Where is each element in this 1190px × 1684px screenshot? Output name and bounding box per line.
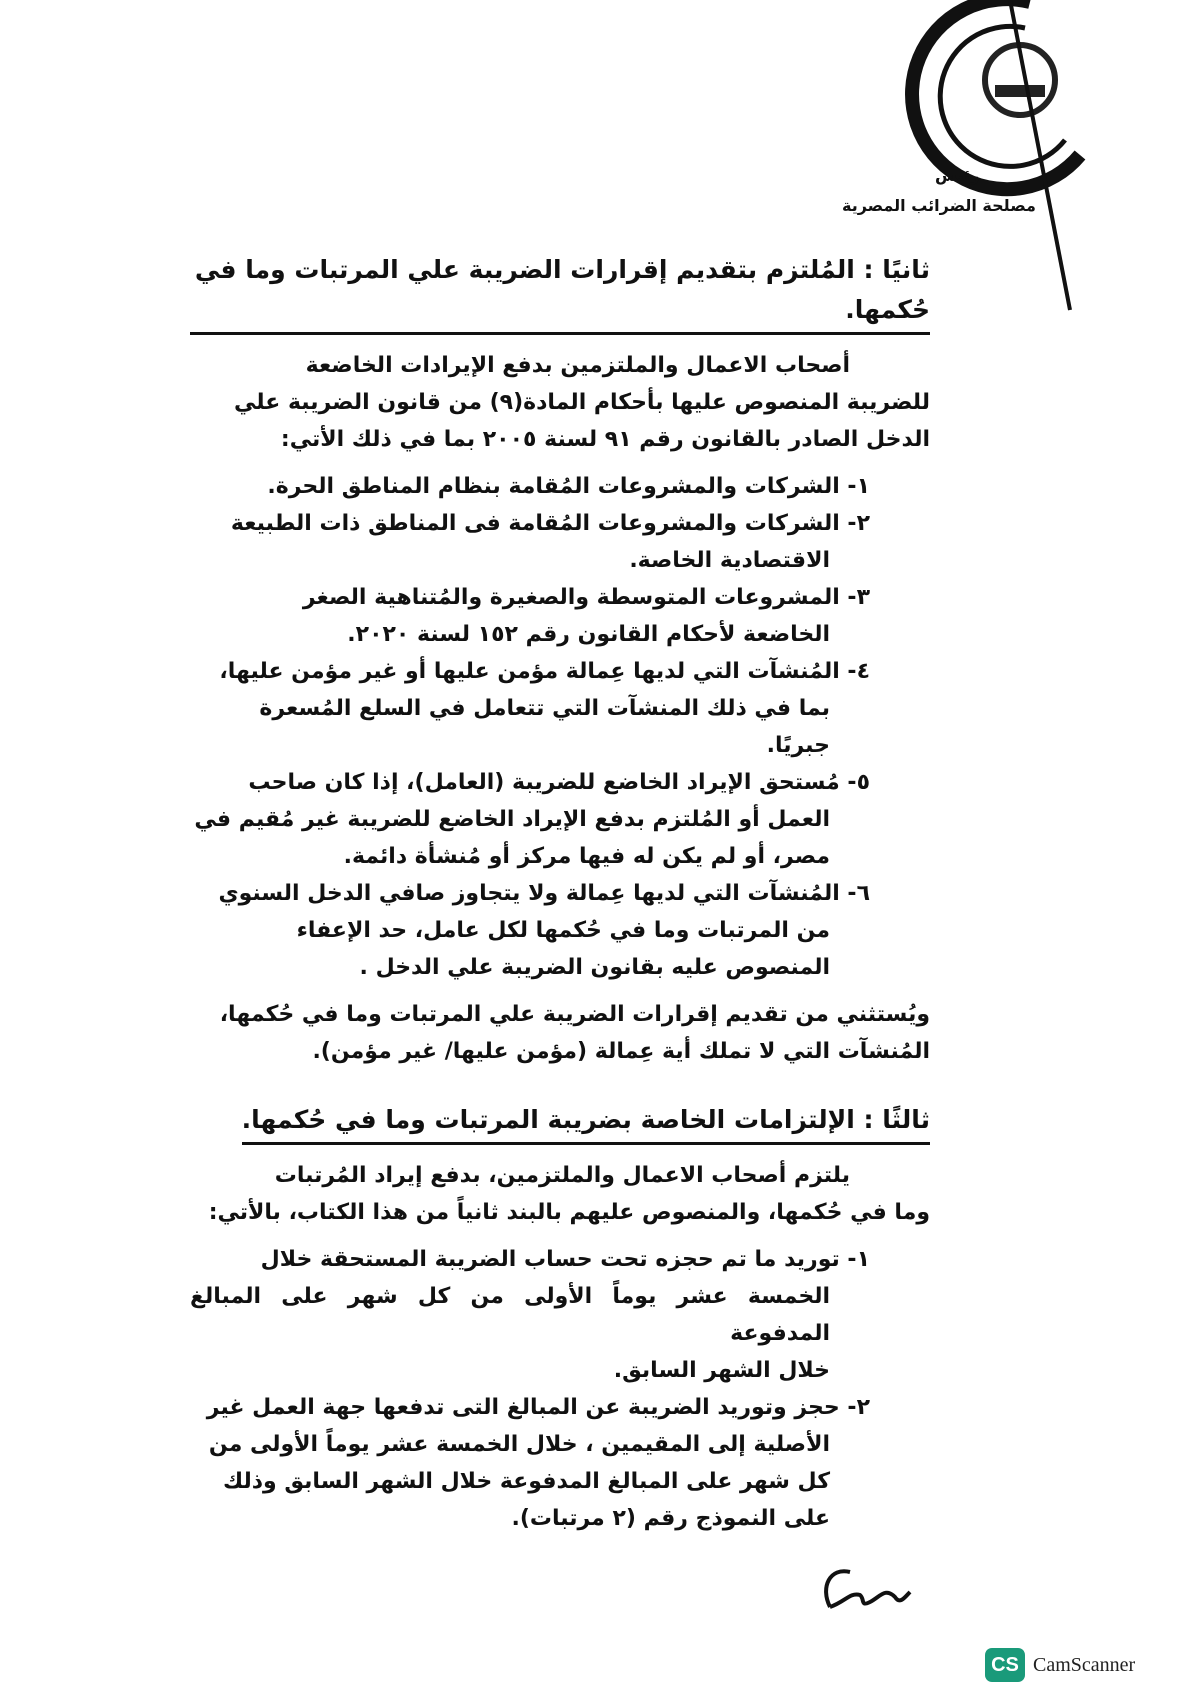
list-item: ٦- المُنشآت التي لديها عِمالة ولا يتجاوز صافي الدخل السنوي	[218, 881, 870, 906]
exception-line: المُنشآت التي لا تملك أية عِمالة (مؤمن عليها/ غير مؤمن).	[312, 1039, 930, 1064]
para-line: للضريبة المنصوص عليها بأحكام المادة(٩) من قانون الضريبة علي	[234, 390, 930, 415]
list-item: ٤- المُنشآت التي لديها عِمالة مؤمن عليها أو غير مؤمن عليها،	[219, 659, 870, 684]
section3-heading: ثالثًا : الإلتزامات الخاصة بضريبة المرتبات وما في حُكمها.	[242, 1100, 930, 1145]
list-item: ٢- الشركات والمشروعات المُقامة فى المناطق ذات الطبيعة	[230, 511, 870, 536]
list-item-cont: الاقتصادية الخاصة.	[629, 548, 830, 573]
list-item-cont: بما في ذلك المنشآت التي تتعامل في السلع المُسعرة جبريًا.	[259, 696, 830, 758]
list-item: ٢- حجز وتوريد الضريبة عن المبالغ التى تدفعها جهة العمل غير	[206, 1395, 870, 1420]
list-item: ١- توريد ما تم حجزه تحت حساب الضريبة المستحقة خلال	[260, 1247, 870, 1272]
document-body	[190, 0, 930, 1627]
list-item-cont: العمل أو المُلتزم بدفع الإيراد الخاضع للضريبة غير مُقيم في	[194, 807, 830, 832]
list-item-cont: الخاضعة لأحكام القانون رقم ١٥٢ لسنة ٢٠٢٠.	[347, 622, 830, 647]
stamp-org: مصلحة الضرائب المصرية	[842, 196, 1036, 215]
list-item-cont: من المرتبات وما في حُكمها لكل عامل، حد الإعفاء	[296, 918, 830, 943]
diagonal-stroke	[1010, 0, 1070, 310]
list-item-cont: الأصلية إلى المقيمين ، خلال الخمسة عشر يوماً الأولى من	[208, 1432, 830, 1457]
camscanner-text: CamScanner	[1033, 1653, 1136, 1676]
list-item-cont: الخمسة عشر يوماً الأولى من كل شهر على المبالغ المدفوعة	[190, 1284, 830, 1346]
para-line: الدخل الصادر بالقانون رقم ٩١ لسنة ٢٠٠٥ بما في ذلك الأتي:	[280, 427, 930, 452]
list-item-cont: كل شهر على المبالغ المدفوعة خلال الشهر السابق وذلك	[222, 1469, 830, 1494]
camscanner-logo-icon: CS	[985, 1648, 1025, 1682]
para-line: يلتزم أصحاب الاعمال والملتزمين، بدفع إيراد المُرتبات	[274, 1163, 850, 1188]
camscanner-watermark	[985, 1648, 1135, 1682]
handwritten-signature	[810, 1557, 930, 1627]
list-item-cont: المنصوص عليه بقانون الضريبة علي الدخل .	[359, 955, 830, 980]
exception-line: ويُستثني من تقديم إقرارات الضريبة علي المرتبات وما في حُكمها،	[219, 1002, 930, 1027]
stamp-title: رئيس	[935, 166, 980, 185]
section2-heading: ثانيًا : المُلتزم بتقديم إقرارات الضريبة علي المرتبات وما في حُكمها.	[190, 250, 930, 335]
para-line: أصحاب الاعمال والملتزمين بدفع الإيرادات الخاضعة	[305, 353, 850, 378]
list-item-cont: على النموذج رقم (٢ مرتبات).	[511, 1506, 830, 1531]
list-item-cont: خلال الشهر السابق.	[613, 1358, 830, 1383]
list-item: ٣- المشروعات المتوسطة والصغيرة والمُتناهية الصغر	[302, 585, 870, 610]
list-item-cont: مصر، أو لم يكن له فيها مركز أو مُنشأة دائمة.	[343, 844, 830, 869]
list-item: ٥- مُستحق الإيراد الخاضع للضريبة (العامل)، إذا كان صاحب	[248, 770, 870, 795]
para-line: وما في حُكمها، والمنصوص عليهم بالبند ثانياً من هذا الكتاب، بالأتي:	[208, 1200, 930, 1225]
list-item: ١- الشركات والمشروعات المُقامة بنظام المناطق الحرة.	[267, 474, 870, 499]
